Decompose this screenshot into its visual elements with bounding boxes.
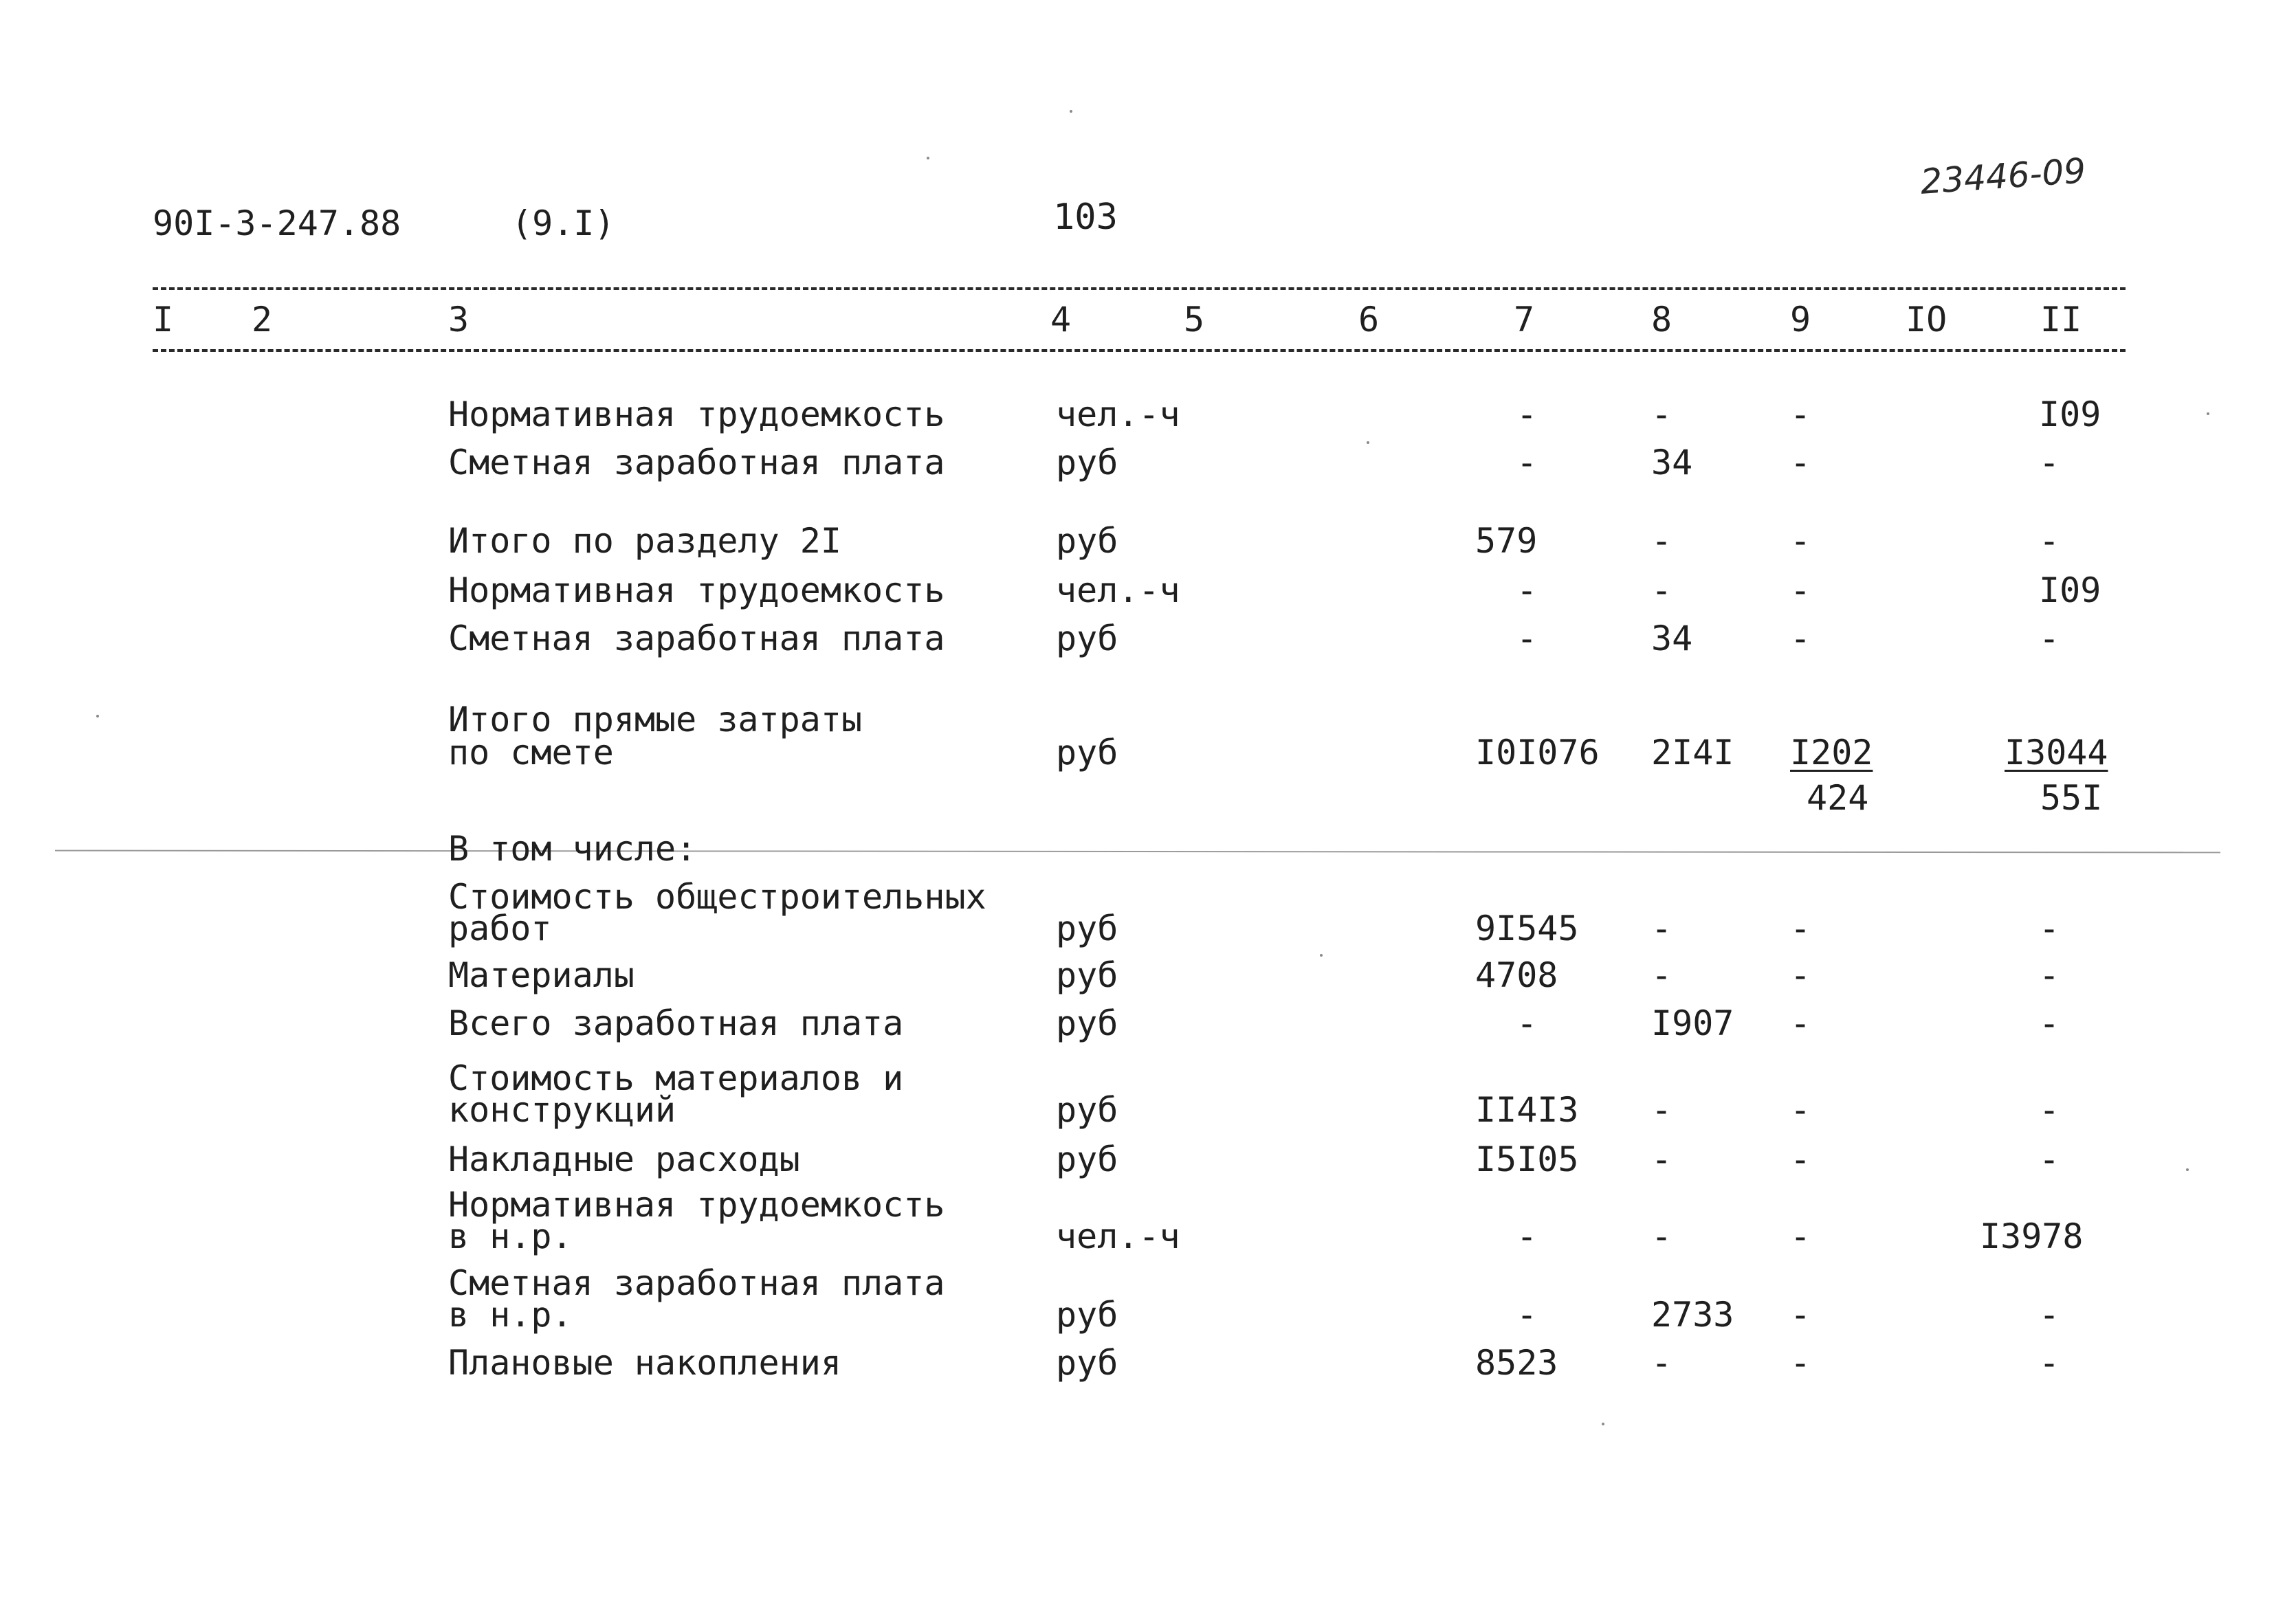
row-label: Стоимость общестроительных — [448, 877, 986, 917]
col9-value: - — [1790, 1139, 1811, 1179]
col7-value: I5I05 — [1475, 1139, 1579, 1179]
col9-value: - — [1790, 1090, 1811, 1130]
column-header-7: 7 — [1514, 300, 1535, 340]
col7-value: II4I3 — [1475, 1090, 1579, 1130]
row-label: Итого по разделу 2I — [448, 521, 841, 561]
row-label: работ — [448, 909, 552, 948]
col11-value: - — [2039, 955, 2060, 995]
col11-value: - — [2039, 619, 2060, 658]
col8-value: - — [1651, 1216, 1673, 1256]
handwritten-number: 23446-09 — [1919, 151, 2087, 202]
column-header-1: I — [153, 300, 174, 340]
column-header-8: 8 — [1651, 300, 1673, 340]
col7-value: I0I076 — [1475, 733, 1600, 772]
row-label: Нормативная трудоемкость — [448, 394, 945, 434]
row-unit: руб — [1056, 443, 1118, 482]
row-unit: руб — [1056, 1090, 1118, 1130]
row-label: Плановые накопления — [448, 1343, 841, 1383]
col8-value: - — [1651, 909, 1673, 948]
col8-value: - — [1651, 1343, 1673, 1383]
col7-value: - — [1516, 394, 1538, 434]
col8-value: 2I4I — [1651, 733, 1734, 772]
row-label: Накладные расходы — [448, 1139, 800, 1179]
section-reference: (9.I) — [511, 203, 615, 243]
column-header-6: 6 — [1358, 300, 1380, 340]
col7-value: 579 — [1475, 521, 1538, 561]
col8-value: I907 — [1651, 1003, 1734, 1043]
row-unit: руб — [1056, 909, 1118, 948]
column-header-5: 5 — [1184, 300, 1205, 340]
row-unit: руб — [1056, 955, 1118, 995]
row-label: Нормативная трудоемкость — [448, 570, 945, 610]
col8-value: - — [1651, 955, 1673, 995]
col9-value: - — [1790, 909, 1811, 948]
col11-value: I3044 — [2005, 733, 2108, 772]
column-header-11: II — [2040, 300, 2082, 340]
col7-value: - — [1516, 443, 1538, 482]
col9-value: - — [1790, 955, 1811, 995]
column-header-3: 3 — [448, 300, 470, 340]
row-unit: руб — [1056, 1139, 1118, 1179]
col9-value: - — [1790, 619, 1811, 658]
row-unit: руб — [1056, 619, 1118, 658]
document-code: 90I-3-247.88 — [153, 203, 401, 243]
column-header-9: 9 — [1790, 300, 1811, 340]
col11-value: I09 — [2039, 570, 2101, 610]
row-unit: чел.-ч — [1056, 1216, 1180, 1256]
col7-value: - — [1516, 619, 1538, 658]
col7-value: 9I545 — [1475, 909, 1579, 948]
row-label: Стоимость материалов и — [448, 1058, 904, 1098]
col11-value: - — [2039, 1139, 2060, 1179]
col11-value: - — [2039, 1343, 2060, 1383]
header-bottom-rule — [153, 349, 2126, 352]
row-label: Материалы — [448, 955, 634, 995]
section-divider-line — [55, 850, 2220, 854]
col9-value: - — [1790, 1003, 1811, 1043]
col11-value: - — [2039, 1295, 2060, 1335]
row-unit: чел.-ч — [1056, 570, 1180, 610]
col11-subvalue: 55I — [2040, 778, 2103, 818]
col8-value: 34 — [1651, 443, 1693, 482]
col7-value: 8523 — [1475, 1343, 1558, 1383]
col11-value: - — [2039, 909, 2060, 948]
row-label: Сметная заработная плата — [448, 1263, 945, 1303]
col7-value: - — [1516, 570, 1538, 610]
row-label: Итого прямые затраты — [448, 700, 863, 739]
row-label: Нормативная трудоемкость — [448, 1185, 945, 1225]
col8-value: 34 — [1651, 619, 1693, 658]
col8-value: - — [1651, 521, 1673, 561]
row-unit: руб — [1056, 733, 1118, 772]
row-unit: руб — [1056, 1295, 1118, 1335]
col9-value: - — [1790, 443, 1811, 482]
row-unit: руб — [1056, 1343, 1118, 1383]
row-unit: руб — [1056, 521, 1118, 561]
col11-value: - — [2039, 1003, 2060, 1043]
col9-value: - — [1790, 570, 1811, 610]
col7-value: 4708 — [1475, 955, 1558, 995]
col9-subvalue: 424 — [1807, 778, 1869, 818]
col8-value: - — [1651, 394, 1673, 434]
column-header-4: 4 — [1050, 300, 1072, 340]
row-label: Всего заработная плата — [448, 1003, 904, 1043]
col8-value: 2733 — [1651, 1295, 1734, 1335]
row-label: Сметная заработная плата — [448, 443, 945, 482]
col9-value: - — [1790, 1295, 1811, 1335]
row-label: конструкций — [448, 1090, 676, 1130]
col11-value: - — [2039, 1090, 2060, 1130]
col7-value: - — [1516, 1003, 1538, 1043]
row-label: в н.р. — [448, 1295, 573, 1335]
row-label: по смете — [448, 733, 614, 772]
col9-value: I202 — [1790, 733, 1873, 772]
row-label: в н.р. — [448, 1216, 573, 1256]
col9-value: - — [1790, 1343, 1811, 1383]
row-unit: руб — [1056, 1003, 1118, 1043]
row-label: В том числе: — [448, 829, 697, 869]
col9-value: - — [1790, 394, 1811, 434]
column-header-10: IO — [1906, 300, 1947, 340]
col11-value: - — [2039, 521, 2060, 561]
col8-value: - — [1651, 570, 1673, 610]
col9-value: - — [1790, 521, 1811, 561]
col8-value: - — [1651, 1090, 1673, 1130]
header-top-rule — [153, 287, 2126, 290]
col7-value: - — [1516, 1295, 1538, 1335]
row-label: Сметная заработная плата — [448, 619, 945, 658]
page-number: 103 — [1053, 197, 1118, 238]
column-header-2: 2 — [252, 300, 273, 340]
col7-value: - — [1516, 1216, 1538, 1256]
col11-value: I3978 — [1980, 1216, 2084, 1256]
row-unit: чел.-ч — [1056, 394, 1180, 434]
col9-value: - — [1790, 1216, 1811, 1256]
col8-value: - — [1651, 1139, 1673, 1179]
col11-value: I09 — [2039, 394, 2101, 434]
col11-value: - — [2039, 443, 2060, 482]
